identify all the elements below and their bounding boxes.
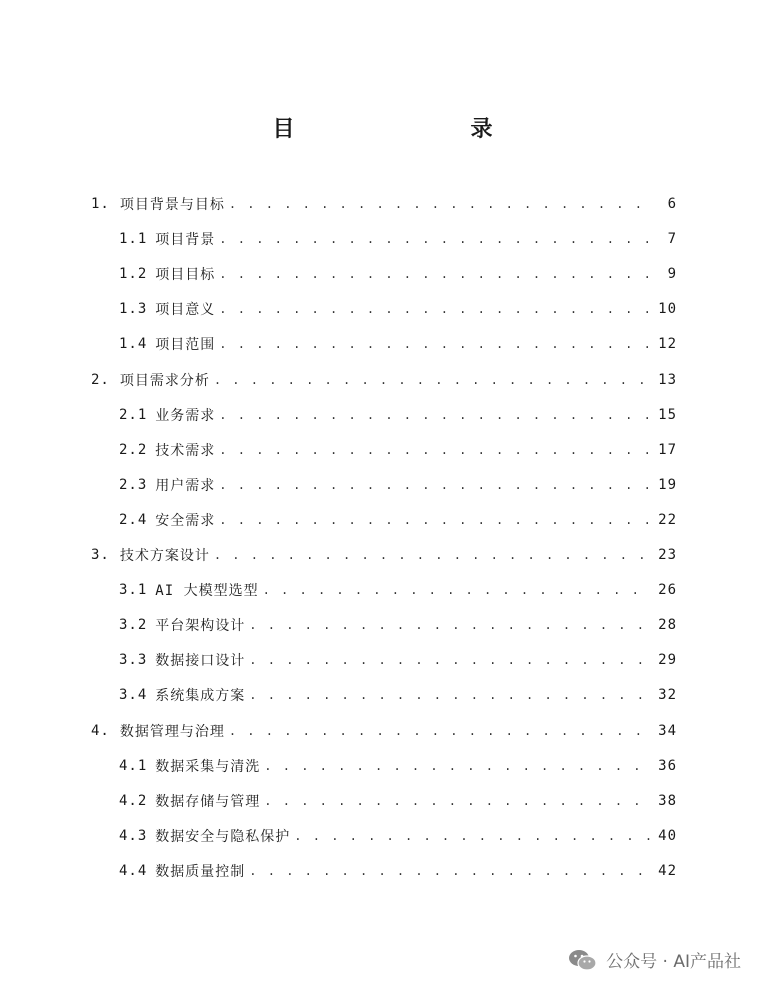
- toc-entry-page: 7: [667, 231, 677, 247]
- toc-entry-title: 技术需求: [155, 443, 216, 459]
- toc-entry[interactable]: [119, 262, 677, 286]
- toc-entry-number: 1.4: [119, 336, 148, 352]
- toc-entry-number: 4.2: [119, 793, 148, 809]
- toc-leader-dots: [249, 859, 651, 883]
- toc-entry-number: 3.2: [119, 617, 148, 633]
- toc-entry-number: 1.: [91, 196, 110, 212]
- toc-entry-title: 用户需求: [155, 478, 216, 494]
- toc-entry-title: 项目背景: [155, 232, 216, 248]
- toc-leader-dots: [214, 368, 651, 392]
- page-title: 目 录: [272, 117, 537, 142]
- toc-leader-dots: [249, 648, 651, 672]
- toc-leader-dots: [219, 438, 651, 462]
- toc-entry-number: 2.1: [119, 407, 148, 423]
- toc-leader-dots: [229, 192, 651, 216]
- toc-entry[interactable]: [91, 543, 677, 567]
- toc-leader-dots: [219, 508, 651, 532]
- toc-leader-dots: [219, 227, 651, 251]
- toc-entry-page: 15: [658, 407, 677, 423]
- toc-leader-dots: [264, 754, 651, 778]
- toc-entry-title: 数据采集与清洗: [155, 759, 261, 775]
- toc-entry-page: 22: [658, 512, 677, 528]
- toc-entry-number: 4.3: [119, 828, 148, 844]
- toc-entry-page: 13: [658, 372, 677, 388]
- toc-entry[interactable]: [119, 578, 677, 602]
- toc-entry-page: 26: [658, 582, 677, 598]
- toc-entry-number: 3.: [91, 547, 110, 563]
- toc-entry[interactable]: [91, 368, 677, 392]
- toc-entry-title: 系统集成方案: [155, 688, 246, 704]
- toc-entry[interactable]: [119, 297, 677, 321]
- toc-entry[interactable]: [119, 227, 677, 251]
- toc-entry-page: 9: [667, 266, 677, 282]
- toc-leader-dots: [219, 332, 651, 356]
- toc-leader-dots: [214, 543, 651, 567]
- toc-entry-number: 1.2: [119, 266, 148, 282]
- toc-entry[interactable]: [91, 192, 677, 216]
- toc-entry[interactable]: [119, 613, 677, 637]
- toc-entry[interactable]: [119, 789, 677, 813]
- toc-entry-page: 17: [658, 442, 677, 458]
- toc-entry[interactable]: [119, 508, 677, 532]
- toc-entry-page: 42: [658, 863, 677, 879]
- toc-entry[interactable]: [119, 683, 677, 707]
- toc-leader-dots: [229, 719, 651, 743]
- toc-entry-page: 28: [658, 617, 677, 633]
- toc-entry[interactable]: [119, 403, 677, 427]
- toc-leader-dots: [264, 789, 651, 813]
- toc-entry-number: 2.2: [119, 442, 148, 458]
- toc-entry-number: 3.1: [119, 582, 148, 598]
- toc-entry-title: 业务需求: [155, 408, 216, 424]
- toc-entry-title: 平台架构设计: [155, 618, 246, 634]
- toc-entry-number: 2.4: [119, 512, 148, 528]
- toc-entry-title: 技术方案设计: [119, 548, 210, 564]
- toc-entry[interactable]: [119, 473, 677, 497]
- toc-entry-page: 29: [658, 652, 677, 668]
- toc-entry-title: 项目目标: [155, 267, 216, 283]
- toc-entry-page: 10: [658, 301, 677, 317]
- toc-entry-title: 数据安全与隐私保护: [155, 829, 291, 845]
- toc-entry-page: 32: [658, 687, 677, 703]
- toc-leader-dots: [249, 683, 651, 707]
- toc-entry-page: 38: [658, 793, 677, 809]
- toc-entry-title: 项目意义: [155, 302, 216, 318]
- watermark-text: 公众号 · AI产品社: [606, 952, 741, 972]
- toc-leader-dots: [219, 262, 651, 286]
- toc-entry-number: 3.4: [119, 687, 148, 703]
- toc-entry[interactable]: [119, 438, 677, 462]
- toc-entry[interactable]: [119, 859, 677, 883]
- wechat-icon: [568, 948, 598, 972]
- toc-entry-title: 数据存储与管理: [155, 794, 261, 810]
- toc-entry-title: 项目范围: [155, 337, 216, 353]
- toc-entry[interactable]: [119, 824, 677, 848]
- toc-entry-number: 4.1: [119, 758, 148, 774]
- toc-entry[interactable]: [119, 648, 677, 672]
- toc-entry-page: 19: [658, 477, 677, 493]
- toc-entry-title: 安全需求: [155, 513, 216, 529]
- toc-leader-dots: [219, 473, 651, 497]
- toc-entry-title: 数据管理与治理: [119, 724, 225, 740]
- toc-entry-title: 项目需求分析: [119, 373, 210, 389]
- toc-entry-page: 34: [658, 723, 677, 739]
- toc-entry-page: 23: [658, 547, 677, 563]
- toc-entry-page: 36: [658, 758, 677, 774]
- watermark: [568, 947, 741, 972]
- toc-entry-number: 4.: [91, 723, 110, 739]
- toc-entry-number: 3.3: [119, 652, 148, 668]
- toc-entry-number: 1.3: [119, 301, 148, 317]
- toc-entry-page: 40: [658, 828, 677, 844]
- toc-entry-page: 6: [667, 196, 677, 212]
- toc-entry-title: 数据接口设计: [155, 653, 246, 669]
- toc-leader-dots: [263, 578, 651, 602]
- toc-leader-dots: [219, 403, 651, 427]
- toc-entry-number: 2.: [91, 372, 110, 388]
- toc-entry-number: 1.1: [119, 231, 148, 247]
- toc-entry-page: 12: [658, 336, 677, 352]
- toc-entry[interactable]: [119, 332, 677, 356]
- toc-entry[interactable]: [91, 719, 677, 743]
- toc-leader-dots: [249, 613, 651, 637]
- toc-entry-number: 4.4: [119, 863, 148, 879]
- toc-entry-title: AI 大模型选型: [155, 583, 259, 599]
- toc-leader-dots: [294, 824, 651, 848]
- toc-entry-title: 项目背景与目标: [119, 197, 225, 213]
- toc-entry-number: 2.3: [119, 477, 148, 493]
- toc-entry-title: 数据质量控制: [155, 864, 246, 880]
- toc-entry[interactable]: [119, 754, 677, 778]
- toc-leader-dots: [219, 297, 651, 321]
